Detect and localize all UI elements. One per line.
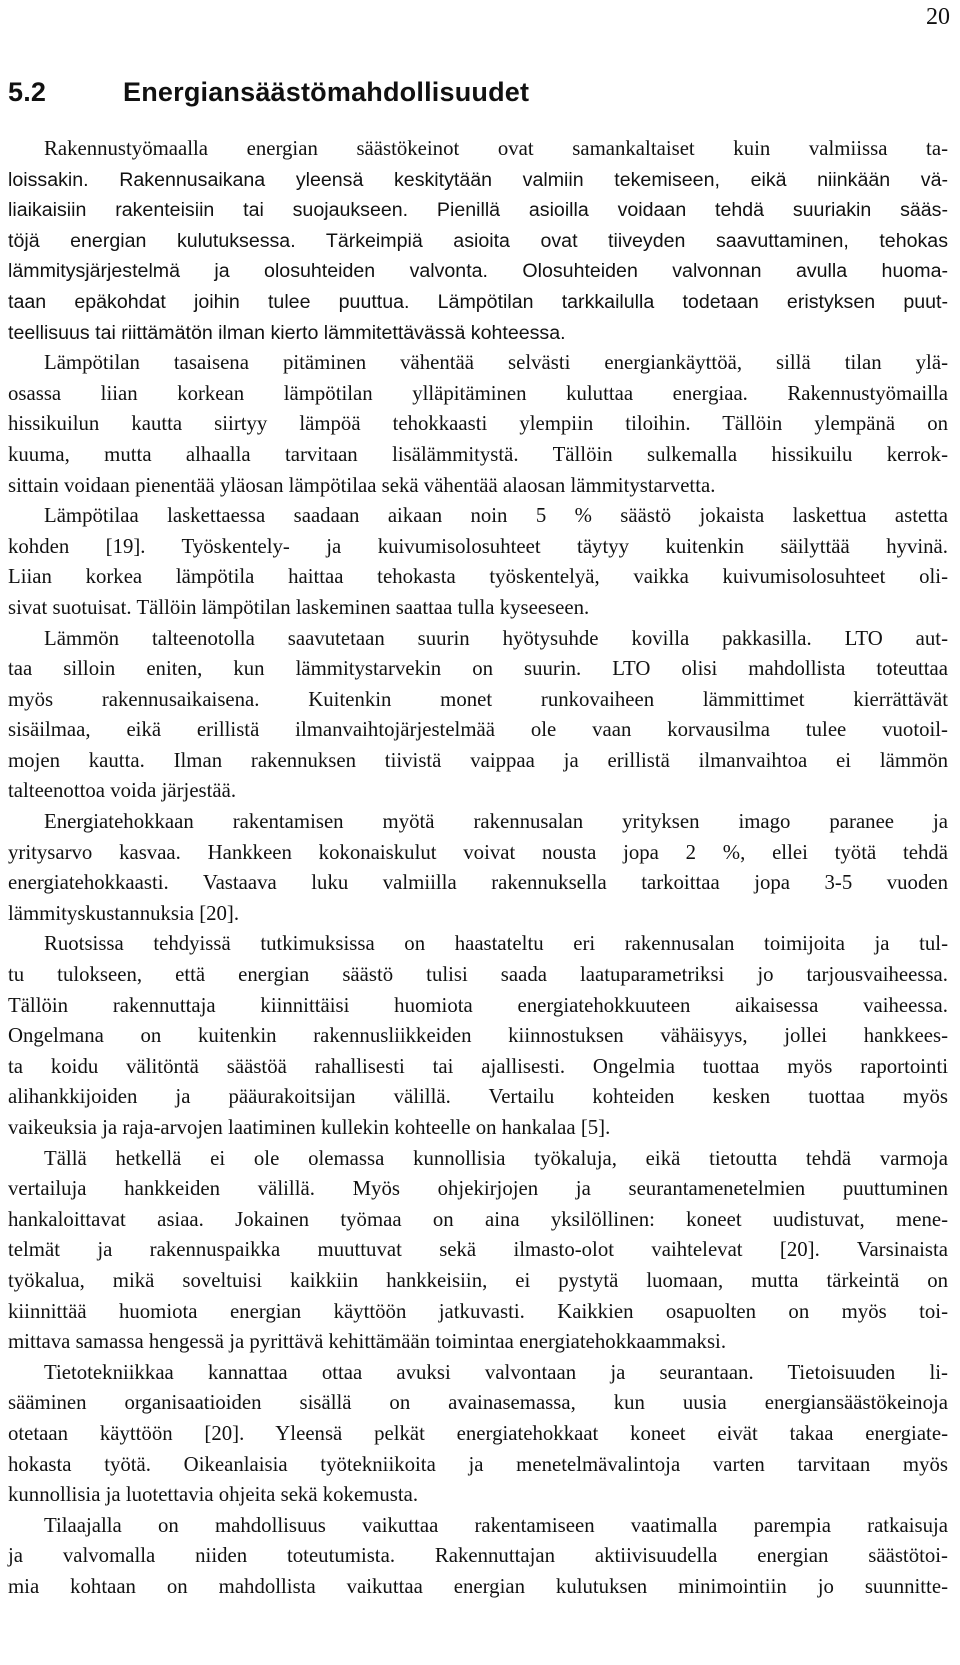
- text-line: energiatehokkaasti. Vastaava luku valmiilla rakennuksella tarkoittaa jopa 3-5 vuoden: [8, 871, 948, 895]
- text-line: Energiatehokkaan rakentamisen myötä rakennusalan yrityksen imago paranee ja: [44, 810, 948, 834]
- text-line: sivat suotuisat. Tällöin lämpötilan laskeminen saattaa tulla kyseeseen.: [8, 595, 590, 619]
- text-line: työkalua, mikä soveltuisi kaikkiin hankkeisiin, ei pystytä luomaan, mutta tärkeintä on: [8, 1268, 948, 1292]
- text-line: telmät ja rakennuspaikka muuttuvat sekä ilmasto-olot vaihtelevat [20]. Varsinaista: [8, 1238, 948, 1262]
- text-line: kuuma, mutta alhaalla tarvitaan lisälämmitystä. Tällöin sulkemalla hissikuilu kerrok-: [8, 442, 948, 466]
- text-line: sisäilmaa, eikä erillistä ilmanvaihtojärjestelmää ole vaan korvausilma tulee vuotoil-: [8, 718, 948, 742]
- section-number: 5.2: [8, 77, 47, 107]
- text-line: ja valvomalla niiden toteutumista. Rakennuttajan aktiivisuudella energian säästötoi-: [8, 1544, 948, 1568]
- text-line: Lämpötilaa laskettaessa saadaan aikaan noin 5 % säästö jokaista laskettua astetta: [44, 504, 948, 528]
- text-line: taa silloin eniten, kun lämmitystarvekin on suurin. LTO olisi mahdollista toteuttaa: [8, 657, 948, 681]
- text-line: teellisuus tai riittämätön ilman kierto lämmitettävässä kohteessa.: [8, 321, 566, 344]
- page-number: 20: [926, 4, 950, 30]
- text-line: lämmitysjärjestelmä ja olosuhteiden valvonta. Olosuhteiden valvonnan avulla huoma-: [8, 260, 948, 283]
- text-line: loissakin. Rakennusaikana yleensä keskitytään valmiin tekemiseen, eikä niinkään vä-: [8, 168, 948, 191]
- text-line: ta koidu välitöntä säästöä rahallisesti tai ajallisesti. Ongelmia tuottaa myös raportointi: [8, 1054, 948, 1078]
- text-line: liaikaisiin rakenteisiin tai suojaukseen. Pienillä asioilla voidaan tehdä suuriakin sääs-: [8, 199, 948, 222]
- text-line: Tällä hetkellä ei ole olemassa kunnollisia työkaluja, eikä tietoutta tehdä varmoja: [44, 1146, 948, 1170]
- text-line: hissikuilun kautta siirtyy lämpöä tehokkaasti ylempiin tiloihin. Tällöin ylempänä on: [8, 412, 948, 436]
- text-line: Liian korkea lämpötila haittaa tehokasta työskentelyä, vaikka kuivumisolosuhteet oli-: [8, 565, 948, 589]
- text-line: lämmityskustannuksia [20].: [8, 901, 240, 925]
- text-line: kohden [19]. Työskentely- ja kuivumisolosuhteet täytyy kuitenkin säilyttää hyvinä.: [8, 534, 948, 558]
- text-line: otetaan käyttöön [20]. Yleensä pelkät energiatehokkaat koneet eivät takaa energiate-: [8, 1421, 948, 1445]
- text-line: Tilaajalla on mahdollisuus vaikuttaa rakentamiseen vaatimalla parempia ratkaisuja: [44, 1513, 948, 1537]
- text-line: Ruotsissa tehdyissä tutkimuksissa on haastateltu eri rakennusalan toimijoita ja tul-: [44, 932, 948, 956]
- text-line: sääminen organisaatioiden sisällä on avainasemassa, kun uusia energiansäästökeinoja: [8, 1391, 948, 1415]
- text-line: kunnollisia ja luotettavia ohjeita sekä kokemusta.: [8, 1483, 419, 1507]
- text-line: Tällöin rakennuttaja kiinnittäisi huomiota energiatehokkuuteen aikaisessa vaiheessa.: [8, 993, 948, 1017]
- text-line: töjä energian kulutuksessa. Tärkeimpiä asioita ovat tiiveyden saavuttaminen, tehokas: [8, 229, 948, 252]
- text-line: osassa liian korkean lämpötilan ylläpitäminen kuluttaa energiaa. Rakennustyömailla: [8, 381, 948, 405]
- text-line: myös rakennusaikaisena. Kuitenkin monet runkovaiheen lämmittimet kierrättävät: [8, 687, 948, 711]
- text-line: kiinnittää huomiota energian käyttöön jatkuvasti. Kaikkien osapuolten on myös toi-: [8, 1299, 948, 1323]
- text-line: mojen kautta. Ilman rakennuksen tiivistä vaippaa ja erillistä ilmanvaihtoa ei lämmön: [8, 748, 948, 772]
- text-line: Tietotekniikkaa kannattaa ottaa avuksi valvontaan ja seurantaan. Tietoisuuden li-: [44, 1360, 948, 1384]
- text-line: taan epäkohdat joihin tulee puuttua. Lämpötilan tarkkailulla todetaan eristyksen puut-: [8, 290, 948, 313]
- text-line: alihankkijoiden ja pääurakoitsijan välillä. Vertailu kohteiden kesken tuottaa myös: [8, 1085, 948, 1109]
- text-line: hankaloittavat asiaa. Jokainen työmaa on aina yksilöllinen: koneet uudistuvat, mene-: [8, 1207, 948, 1231]
- text-line: Rakennustyömaalla energian säästökeinot ovat samankaltaiset kuin valmiissa ta-: [44, 137, 948, 160]
- text-line: Lämpötilan tasaisena pitäminen vähentää selvästi energiankäyttöä, sillä tilan ylä-: [44, 351, 948, 375]
- text-line: Ongelmana on kuitenkin rakennusliikkeiden kiinnostuksen vähäisyys, jollei hankkees-: [8, 1024, 948, 1048]
- text-line: hokasta työtä. Oikeanlaisia työtekniikoita ja menetelmävalintoja varten tarvitaan myös: [8, 1452, 948, 1476]
- text-line: sittain voidaan pienentää yläosan lämpötilaa sekä vähentää alaosan lämmitystarvetta.: [8, 473, 716, 497]
- text-line: mittava samassa hengessä ja pyrittävä kehittämään toimintaa energiatehokkaammaksi.: [8, 1330, 727, 1354]
- text-line: vertailuja hankkeiden välillä. Myös ohjekirjojen ja seurantamenetelmien puuttuminen: [8, 1177, 948, 1201]
- section-heading: [8, 75, 950, 109]
- text-line: mia kohtaan on mahdollista vaikuttaa energian kulutuksen minimointiin jo suunnitte-: [8, 1574, 948, 1598]
- text-line: tu tulokseen, että energian säästö tulisi saada laatuparametriksi jo tarjousvaiheessa.: [8, 963, 948, 987]
- text-line: vaikeuksia ja raja-arvojen laatiminen kullekin kohteelle on hankalaa [5].: [8, 1116, 611, 1139]
- section-title: Energiansäästömahdollisuudet: [123, 77, 530, 107]
- text-line: yritysarvo kasvaa. Hankkeen kokonaiskulut voivat nousta jopa 2 %, ellei työtä tehdä: [8, 840, 948, 864]
- text-line: Lämmön talteenotolla saavutetaan suurin hyötysuhde kovilla pakkasilla. LTO aut-: [44, 626, 948, 650]
- body-text: [8, 134, 948, 1603]
- text-line: talteenottoa voida järjestää.: [8, 779, 237, 803]
